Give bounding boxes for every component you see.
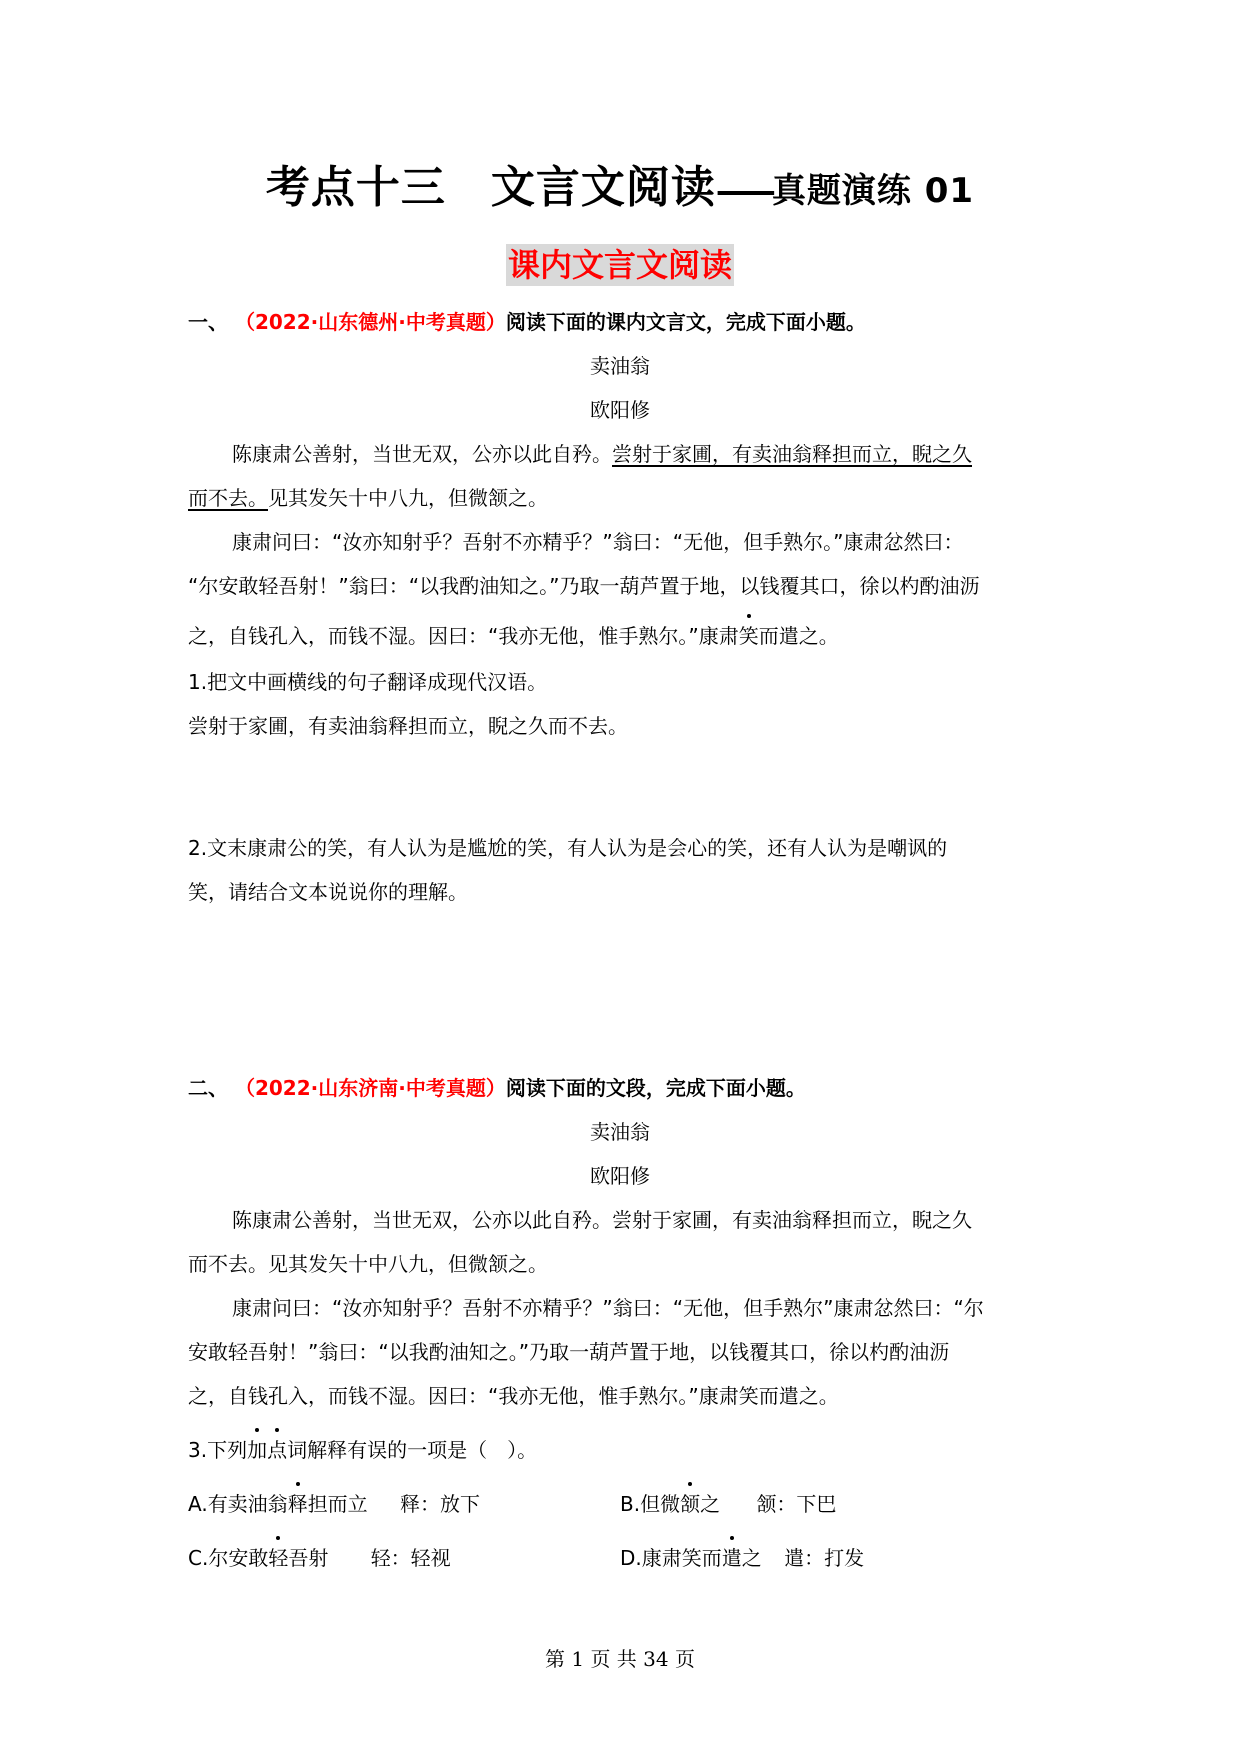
page-title [0,160,1240,219]
passage-line: “尔安敢轻吾射！”翁曰：“以我酌油知之。”乃取一葫芦置于地，以钱覆其口，徐以杓酌油沥 [188,574,980,598]
page-indicator: 第 1 页 共 34 页 [545,1647,695,1671]
underlined-sentence: 尝射于家圃，有卖油翁释担而立，睨之久 [612,442,972,466]
sub-question-2-line: 2.文末康肃公的笑，有人认为是尴尬的笑，有人认为是会心的笑，还有人认为是嘲讽的 [188,836,948,860]
passage-line: 康肃问曰：“汝亦知射乎？吾射不亦精乎？”翁曰：“无他，但手熟尔”康肃忿然曰：“尔 [232,1296,984,1320]
option-gloss: 颔：下巴 [756,1492,837,1516]
option-gloss: 轻：轻视 [370,1546,451,1570]
question-instruction: 阅读下面的课内文言文，完成下面小题。 [505,310,866,334]
passage-line: 陈康肃公善射，当世无双，公亦以此自矜。尝射于家圃，有卖油翁释担而立，睨之久 [232,1208,972,1232]
question-one-heading [188,308,866,336]
emphasis-dot-char: 颔 [680,1492,701,1516]
emphasis-dot-char: 点 [267,1438,288,1462]
option-text: 担而立 [307,1492,368,1516]
passage-text: 见其发矢十中八九，但微颔之。 [268,486,548,510]
option-text: 之 [741,1546,762,1570]
question-number: 一、 [188,310,228,334]
sub-question-1-prompt: 1.把文中画横线的句子翻译成现代汉语。 [188,670,548,694]
sub-question-3-prompt [188,1436,537,1464]
option-d[interactable] [620,1544,864,1572]
section-label-row [0,244,1240,286]
passage-author: 欧阳修 [590,1164,650,1188]
option-text: C.尔安敢 [188,1546,269,1570]
passage-text: 而遣之。 [758,624,839,648]
sub-question-1-sentence: 尝射于家圃，有卖油翁释担而立，睨之久而不去。 [188,714,628,738]
title-tail: 真题演练 01 [771,171,975,211]
underlined-sentence: 而不去。 [188,486,268,510]
emphasis-dot-char: 加 [247,1438,268,1462]
question-source: （2022·山东济南·中考真题） [234,1076,506,1100]
option-a[interactable] [188,1490,480,1518]
option-text: D.康肃笑而 [620,1546,722,1570]
option-gloss: 遣：打发 [784,1546,865,1570]
question-two-heading [188,1074,806,1102]
option-gloss: 释：放下 [400,1492,481,1516]
prompt-text: 词解释有误的一项是（ ）。 [287,1438,538,1462]
sub-question-2-line: 笑，请结合文本说说你的理解。 [188,880,468,904]
option-text: B.但微 [620,1492,681,1516]
passage-line: 之，自钱孔入，而钱不湿。因曰：“我亦无他，惟手熟尔。”康肃笑而遣之。 [188,1384,839,1408]
passage-text: 之，自钱孔入，而钱不湿。因曰：“我亦无他，惟手熟尔。”康肃 [188,624,739,648]
option-c[interactable] [188,1544,451,1572]
title-main: 考点十三 文言文阅读 [265,162,716,213]
passage-line [188,622,839,650]
option-b[interactable] [620,1490,836,1518]
passage-line: 安敢轻吾射！”翁曰：“以我酌油知之。”乃取一葫芦置于地，以钱覆其口，徐以杓酌油沥 [188,1340,950,1364]
question-instruction: 阅读下面的文段，完成下面小题。 [505,1076,806,1100]
section-label: 课内文言文阅读 [507,246,732,284]
passage-line: 而不去。见其发矢十中八九，但微颔之。 [188,1252,548,1276]
emphasis-dot-char: 释 [287,1492,308,1516]
passage-title: 卖油翁 [590,354,650,378]
passage-text: 陈康肃公善射，当世无双，公亦以此自矜。 [232,442,612,466]
prompt-text: 3.下列 [188,1438,248,1462]
title-dash: —— [715,172,772,210]
question-number: 二、 [188,1076,228,1100]
passage-line [232,440,972,468]
emphasis-dot-char: 遣 [721,1546,742,1570]
passage-author: 欧阳修 [590,398,650,422]
option-text: 吾射 [288,1546,329,1570]
passage-line: 康肃问曰：“汝亦知射乎？吾射不亦精乎？”翁曰：“无他，但手熟尔。”康肃忿然曰： [232,530,964,554]
emphasis-dot-char: 笑 [738,624,759,648]
question-source: （2022·山东德州·中考真题） [234,310,506,334]
passage-title: 卖油翁 [590,1120,650,1144]
passage-line [188,484,548,512]
option-text: A.有卖油翁 [188,1492,288,1516]
emphasis-dot-char: 轻 [268,1546,289,1570]
option-text: 之 [700,1492,721,1516]
